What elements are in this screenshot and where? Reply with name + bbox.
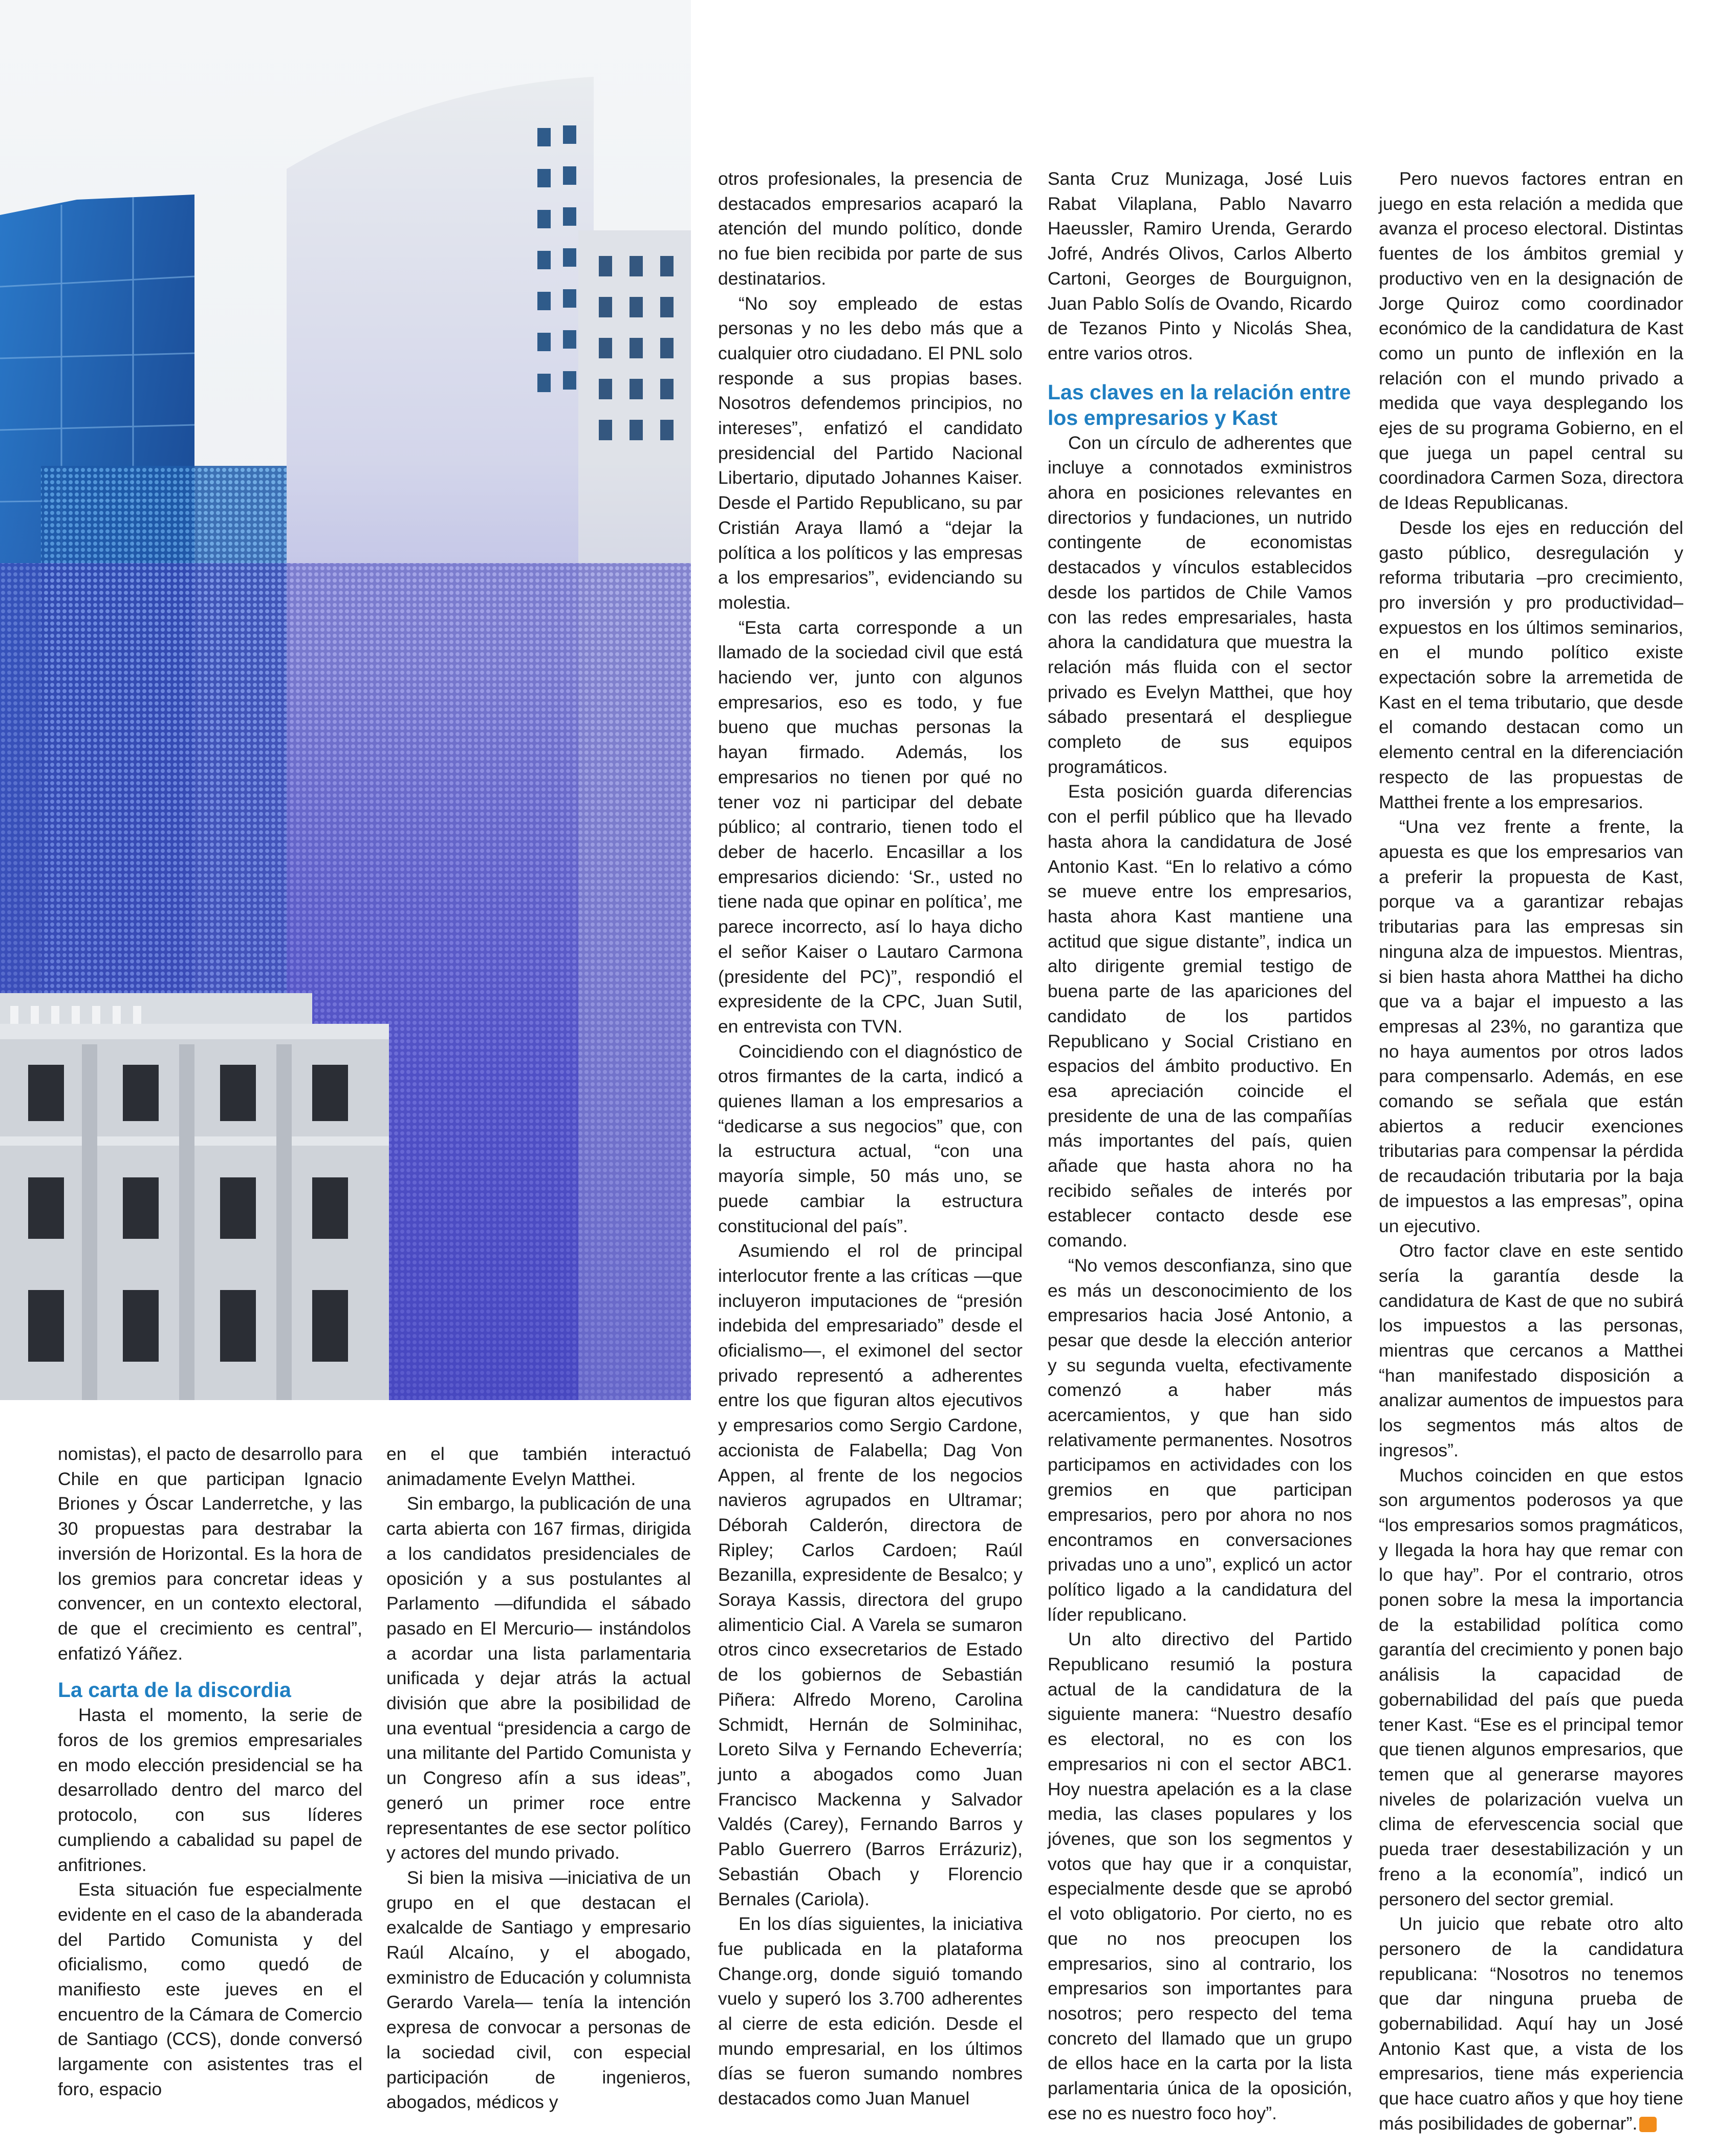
paragraph: Hasta el momento, la serie de foros de los gremios empresariales en modo elección presidencial se ha desarrollado dentro del marco del protocolo, con sus líderes cumpliendo a cabalidad su papel de anfitriones. <box>58 1705 362 1875</box>
paragraph: Esta situación fue especialmente evidente en el caso de la abanderada del Partido Comunista y del oficialismo, como quedó de manifiesto este jueves en el encuentro de la Cámara de Comercio de Santiago (CCS), donde conversó largamente con asistentes tras el foro, espacio <box>58 1879 362 2099</box>
paragraph: “No soy empleado de estas personas y no les debo más que a cualquier otro ciudadano. El PNL solo responde a sus propias bases. Nosotros defendemos principios, no intereses”, enfatizó el candidato presidencial del Partido Nacional Libertario, diputado Johannes Kaiser. Desde el Partido Republicano, su par Cristián Araya llamó a “dejar la política a los políticos y las empresas a los empresarios”, evidenciando su molestia. <box>718 293 1023 613</box>
paragraph: otros profesionales, la presencia de destacados empresarios acaparó la atención del mundo político, donde no fue bien recibida por parte de sus destinatarios. <box>718 168 1023 289</box>
paragraph: nomistas), el pacto de desarrollo para Chile en que participan Ignacio Briones y Óscar Landerretche, y las 30 propuestas para destrabar la inversión de Horizontal. Es la hora de los gremios para concretar ideas y convencer, en un contexto electoral, de que el crecimiento es central”, enfatizó Yáñez. <box>58 1444 362 1664</box>
section-heading: Las claves en la relación entre los empresarios y Kast <box>1048 380 1351 429</box>
paragraph <box>1379 1911 1683 2136</box>
article-column-1 <box>58 1442 362 2102</box>
paragraph: Asumiendo el rol de principal interlocutor frente a las críticas —que incluyeron imputaciones de “presión indebida del empresariado” desde el oficialismo—, el eximonel del sector privado representó a adherentes entre los que figuran altos ejecutivos y empresarios como Sergio Cardone, accionista de Falabella; Dag Von Appen, al frente de los negocios navieros agrupados en Ultramar; Déborah Calderón, directora de Ripley; Carlos Cardoen; Raúl Bezanilla, expresidente de Besalco; y Soraya Kassis, directora del grupo alimenticio Cial. A Varela se sumaron otros cinco exsecretarios de Estado de los gobiernos de Sebastián Piñera: Alfredo Moreno, Carolina Schmidt, Hernán de Solminihac, Loreto Silva y Fernando Echeverría; junto a abogados como Juan Francisco Mackenna y Salvador Valdés (Carey), Fernando Barros y Pablo Guerrero (Barros Errázuriz), Sebastián Obach y Florencio Bernales (Cariola). <box>718 1240 1023 1909</box>
paragraph: Desde los ejes en reducción del gasto público, desregulación y reforma tributaria –pro crecimiento, pro inversión y pro productividad– expuestos en los últimos seminarios, en el mundo político existe expectación sobre la arremetida de Kast en el tema tributario, que desde el comando destacan como un elemento central en la diferenciación respecto de las propuestas de Matthei frente a los empresarios. <box>1379 517 1683 812</box>
paragraph: Si bien la misiva —iniciativa de un grupo en el que destacan el exalcalde de Santiago y empresario Raúl Alcaíno, y el abogado, exministro de Educación y columnista Gerardo Varela— tenía la intención expresa de convocar a personas de la sociedad civil, con especial participación de ingenieros, abogados, médicos y <box>386 1867 691 2113</box>
paragraph: Esta posición guarda diferencias con el perfil público que ha llevado hasta ahora la candidatura de José Antonio Kast. “En lo relativo a cómo se mueve entre los empresarios, hasta ahora Kast mantiene una actitud que sigue distante”, indica un alto dirigente gremial testigo de buena parte de las apariciones del candidato de los partidos Republicano y Social Cristiano en espacios del ámbito productivo. En esa apreciación coincide el presidente de una de las compañías más importantes del país, quien añade que hasta ahora no ha recibido señales de interés por establecer contacto desde ese comando. <box>1048 781 1352 1251</box>
article-column-5 <box>1379 166 1683 2136</box>
palace <box>0 993 389 1400</box>
paragraph: Santa Cruz Munizaga, José Luis Rabat Vilaplana, Pablo Navarro Haeussler, Ramiro Urenda, Gerardo Jofré, Andrés Olivos, Carlos Alberto Cartoni, Georges de Bourguignon, Juan Pablo Solís de Ovando, Ricardo de Tezanos Pinto y Nicolás Shea, entre varios otros. <box>1048 168 1352 363</box>
paragraph: “Una vez frente a frente, la apuesta es que los empresarios van a preferir la propuesta de Kast, porque va a garantizar rebajas tributarias para las empresas sin ninguna alza de impuestos. Mientras, si bien hasta ahora Matthei ha dicho que va a bajar el impuesto a las empresas al 23%, no garantiza que no haya aumentos por otros lados para compensarlo. Además, en ese comando se señala que están abiertos a reducir exenciones tributarias para compensar la pérdida de recaudación tributaria por la baja de impuestos a las empresas”, opina un ejecutivo. <box>1379 816 1683 1236</box>
paragraph: En los días siguientes, la iniciativa fue publicada en la plataforma Change.org, donde siguió tomando vuelo y superó los 3.700 adherentes al cierre de esta edición. Desde el mundo empresarial, en los últimos días se fueron sumando nombres destacados como Juan Manuel <box>718 1914 1023 2109</box>
paragraph: Pero nuevos factores entran en juego en esta relación a medida que avanza el proceso electoral. Distintas fuentes de los ámbitos gremial y productivo ven en la designación de Jorge Quiroz como coordinador económico de la candidatura de Kast como un punto de inflexión en la relación con el mundo privado a medida que vaya desplegando los ejes de su programa Gobierno, en el que juega un papel central su coordinadora Carmen Soza, directora de Ideas Republicanas. <box>1379 168 1683 513</box>
article-column-2 <box>386 1442 691 2115</box>
paragraph: Un alto directivo del Partido Republicano resumió la postura actual de la candidatura de la siguiente manera: “Nuestro desafío es electoral, no es con los empresarios ni con el sector ABC1. Hoy nuestra apelación es a la clase media, las clases populares y los jóvenes, que son los segmentos y votos que hay que ir a conquistar, especialmente desde que se aprobó el voto obligatorio. Por cierto, no es que no nos preocupen los empresarios, sino al contrario, los empresarios son importantes para nosotros; pero respecto del tema concreto del llamado que un grupo de ellos hace en la carta por la lista parlamentaria única de la oposición, ese no es nuestro foco hoy”. <box>1048 1629 1352 2123</box>
paragraph: Con un círculo de adherentes que incluye a connotados exministros ahora en posiciones relevantes en directorios y fundaciones, un nutrido contingente de economistas destacados y vínculos establecidos desde los partidos de Chile Vamos con las redes empresariales, hasta ahora la candidatura que muestra la relación más fluida con el sector privado es Evelyn Matthei, que hoy sábado presentará el despliegue completo de sus equipos programáticos. <box>1048 432 1352 777</box>
buildings-illustration <box>0 0 691 1400</box>
paragraph: Otro factor clave en este sentido sería la garantía desde la candidatura de Kast de que no subirá los impuestos a las personas, mientras que cercanos a Matthei “han manifestado disposición a analizar aumentos de impuestos para los segmentos más altos de ingresos”. <box>1379 1240 1683 1460</box>
paragraph: “Esta carta corresponde a un llamado de la sociedad civil que está haciendo ver, junto con algunos empresarios, eso es todo, y fue bueno que muchas personas la hayan firmado. Además, los empresarios no tienen por qué no tener voz ni participar del debate público; al contrario, tienen todo el deber de hacerlo. Encasillar a los empresarios diciendo: ‘Sr., usted no tiene nada que opinar en política’, me parece incorrecto, así lo haya dicho el señor Kaiser o Lautaro Carmona (presidente del PC)”, respondió el expresidente de la CPC, Juan Sutil, en entrevista con TVN. <box>718 617 1023 1037</box>
article-column-3 <box>718 166 1023 2111</box>
paragraph: en el que también interactuó animadamente Evelyn Matthei. <box>386 1444 691 1489</box>
article-photo <box>0 0 691 1400</box>
paragraph-text: Un juicio que rebate otro alto personero de la candidatura republicana: “Nosotros no tenemos que dar ninguna prueba de gobernabilidad. Aquí hay un José Antonio Kast que, a vista de los empresarios, tiene más experiencia que hace cuatro años y que hoy tiene más posibilidades de gobernar”. <box>1379 1914 1683 2134</box>
end-of-article-icon <box>1639 2117 1657 2132</box>
article-column-4 <box>1048 166 1352 2125</box>
paragraph: Coincidiendo con el diagnóstico de otros firmantes de la carta, indicó a quienes llaman a los empresarios a “dedicarse a sus negocios” que, con la estructura actual, “con una mayoría simple, 50 más uno, se puede cambiar la estructura constitucional del país”. <box>718 1041 1023 1236</box>
paragraph: Sin embargo, la publicación de una carta abierta con 167 firmas, dirigida a los candidatos presidenciales de oposición y a sus postulantes al Parlamento —difundida el sábado pasado en El Mercurio— instándolos a acordar una lista parlamentaria unificada y dejar atrás la actual división que abre la posibilidad de una eventual “presidencia a cargo de una militante del Partido Comunista y un Congreso afín a sus ideas”, generó un primer roce entre representantes de ese sector político y actores del mundo privado. <box>386 1493 691 1863</box>
paragraph: “No vemos desconfianza, sino que es más un desconocimiento de los empresarios hacia José Antonio, a pesar que desde la elección anterior y su segunda vuelta, efectivamente comenzó a haber más acercamientos, y que han sido relativamente permanentes. Nosotros participamos en actividades con los gremios en que participan empresarios, pero por ahora no nos encontramos en conversaciones privadas uno a uno”, explicó un actor político ligado a la candidatura del líder republicano. <box>1048 1255 1352 1625</box>
section-heading: La carta de la discordia <box>58 1678 291 1702</box>
paragraph: Muchos coinciden en que estos son argumentos poderosos ya que “los empresarios somos pragmáticos, y llegada la hora hay que remar con lo que hay”. Por el contrario, otros ponen sobre la mesa la importancia de la estabilidad política como garantía del crecimiento y ponen bajo análisis la capacidad de gobernabilidad del país que pueda tener Kast. “Ese es el principal temor que tienen algunos empresarios, que temen que al generarse mayores niveles de polarización vuelva un clima de efervescencia social que pueda traer desestabilización y un freno a la economía”, indicó un personero del sector gremial. <box>1379 1465 1683 1909</box>
